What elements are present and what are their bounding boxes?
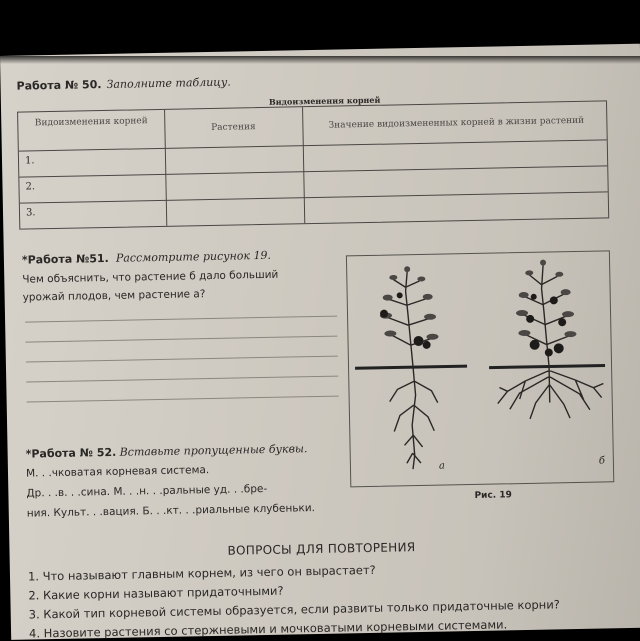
header-meaning: Значение видоизмененных корней в жизни растений — [328, 115, 585, 131]
table-row-2: 2. — [25, 181, 36, 193]
figure-caption: Рис. 19 — [474, 490, 512, 501]
table-caption: Видоизменения корней — [268, 94, 381, 107]
answer-line — [27, 396, 339, 403]
review-title: ВОПРОСЫ ДЛЯ ПОВТОРЕНИЯ — [227, 540, 416, 558]
header-plants: Растения — [211, 122, 256, 133]
review-question-4: 4. Назовите растения со стержневыми и мочковатыми корневыми системами. — [28, 617, 508, 641]
work52-task: Вставьте пропущенные буквы. — [119, 442, 308, 459]
plants-illustration — [347, 251, 613, 486]
work51-title: *Работа №51. — [21, 251, 109, 267]
roots-table — [17, 100, 609, 229]
workbook-page — [0, 44, 640, 640]
page-edge-shadow — [0, 56, 640, 64]
review-question-1: 1. Что называют главным корнем, из чего он вырастает? — [27, 562, 376, 584]
work51-question-line1: Чем объяснить, что растение б дало больший — [22, 268, 279, 286]
answer-line — [25, 336, 337, 343]
table-row-1: 1. — [24, 155, 35, 167]
answer-line — [26, 356, 338, 363]
header-modifications: Видоизменения корней — [34, 116, 148, 129]
answer-line — [26, 376, 338, 383]
answer-line — [25, 316, 337, 323]
work50-task: Заполните таблицу. — [106, 75, 231, 91]
work52-line1: М. . .чковатая корневая система. — [25, 464, 210, 480]
review-question-2: 2. Какие корни называют придаточными? — [28, 583, 284, 603]
figure-label-a: а — [438, 460, 446, 472]
table-row-3: 3. — [25, 207, 36, 219]
work52-line2: Др. . .в. . .сина. М. . .н. . .ральные уд. . .бре- — [26, 482, 268, 500]
figure-label-b: б — [598, 455, 606, 467]
work51-task: Рассмотрите рисунок 19. — [115, 248, 272, 265]
work50-title: Работа № 50. — [16, 78, 102, 93]
work52-line3: ния. Культ. . .вация. Б. . .кт. . .риальные клубеньки. — [26, 502, 316, 520]
work52-title: *Работа № 52. — [25, 445, 117, 461]
work51-question-line2: урожай плодов, чем растение а? — [22, 288, 206, 304]
plant-b — [495, 258, 604, 419]
review-question-3: 3. Какой тип корневой системы образуется, если развиты только придаточные корни? — [28, 597, 560, 622]
figure-19 — [346, 250, 614, 487]
